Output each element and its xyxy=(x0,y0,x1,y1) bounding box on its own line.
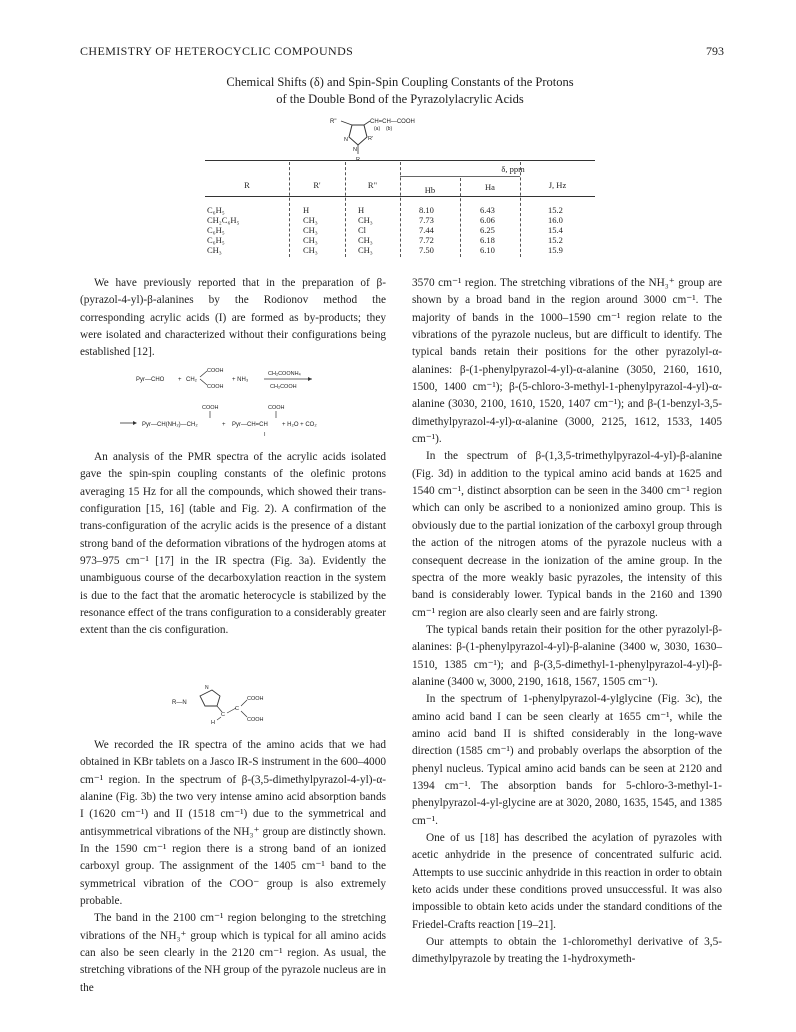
table-caption-line2: of the Double Bond of the Pyrazolylacrylic Acids xyxy=(276,92,524,106)
table-cell: 6.18 xyxy=(480,235,495,245)
table-cell: CH₃ xyxy=(303,225,318,235)
table-col-divider xyxy=(460,178,461,257)
scheme2-cooh1: COOH xyxy=(247,696,264,702)
paragraph: We have previously reported that in the preparation of β-(pyrazol-4-yl)-β-alanines by the Rodionov method the corresponding acrylic acids (I) are formed as by-products; they were isolated and characterized without their configurations being established [12]. xyxy=(80,277,386,359)
structure-chain: CH=CH—COOH xyxy=(370,119,415,125)
reaction-scheme xyxy=(80,363,400,438)
table-cell: H xyxy=(358,205,365,215)
left-column-top xyxy=(80,275,386,362)
scheme-cooh-up: COOH xyxy=(207,368,224,374)
arrowhead xyxy=(308,377,312,381)
paragraph: An analysis of the PMR spectra of the acrylic acids isolated gave the spin-spin coupling constants of the olefinic protons averaging 15 Hz for all the compounds, which showed their trans-configuration [15, 16] (table and Fig. 2). A confirmation of the trans-configuration of the acrylic acids is the presence of a distant strong band of the deformation vibrations of the hydrogen atoms at 973–975 cm⁻¹ [17] in the IR spectra (Fig. 3a). Evidently the unambiguous course of the decarboxylation reaction in the system is due to the fact that the aromatic heterocycle is stabilized by the resonance effect of the trans configuration to a considerably greater extent than the cis configuration. xyxy=(80,451,386,637)
chemical-shifts-table xyxy=(205,160,595,260)
structure-n2: N xyxy=(353,147,357,153)
table-cell: 7.50 xyxy=(419,245,434,255)
table-header-delta: δ, ppm xyxy=(501,164,525,174)
pyrazole-ring xyxy=(349,125,367,145)
table-cell: CH₃ xyxy=(303,245,318,255)
table-cell: C₆H₅ xyxy=(207,225,225,235)
table-col-r-prime xyxy=(303,205,318,255)
table-header-r-double-prime: R" xyxy=(367,180,378,190)
table-cell: 7.72 xyxy=(419,235,434,245)
scheme2-c2: C xyxy=(235,706,239,712)
structure-label-a: (a) xyxy=(374,126,381,132)
structure-label-b: (b) xyxy=(386,126,393,132)
structure-r-double-prime: R" xyxy=(330,119,337,125)
table-cell: H xyxy=(303,205,310,215)
scheme2-r: R—N xyxy=(172,700,187,706)
scheme-pyr-cho: Pyr—CHO xyxy=(136,377,165,383)
paragraph: The typical bands retain their position for the other pyrazolyl-β-alanines: β-(1-phenylpyrazol-4-yl)-β-alanine (3400 w, 3030, 1630–1510, 1385 cm⁻¹); and β-(3,5-dimethyl-1-phenylpyrazol-4-yl)-β-alanine (3400 w, 3000, 2190, 1618, 1567, 1505 cm⁻¹). xyxy=(412,623,722,688)
right-column xyxy=(412,275,722,969)
paragraph: In the spectrum of β-(1,3,5-trimethylpyrazol-4-yl)-β-alanine (Fig. 3d) in addition to the typical amino acid bands at 1625 and 1540 cm⁻¹, distinct absorption can be seen in the 3400 cm⁻¹ region which can only be ascribed to a nonionized amino group. This is obviously due to the partial ionization of the carboxyl group through the action of the nitrogen atoms of the pyrazole nucleus with a consequent decrease in the ionization of the amine group. In the spectra of the more weakly basic pyrazoles, the intensity of this band is considerably lower. Typical bands in the 2160 and 1390 cm⁻¹ region are also clearly seen and are fairly strong. xyxy=(412,450,722,619)
table-cell: CH₂C₆H₅ xyxy=(207,215,240,225)
scheme-cooh-b: COOH xyxy=(268,405,285,411)
table-cell: CH₃ xyxy=(358,215,373,225)
table-cell: Cl xyxy=(358,225,367,235)
scheme2-n: N xyxy=(205,685,209,691)
scheme-tail: + H₂O + CO₂ xyxy=(282,422,317,428)
table-col-r xyxy=(207,205,240,255)
table-cell: CH₃ xyxy=(303,235,318,245)
table-subheader-rule xyxy=(400,176,520,177)
paragraph: The band in the 2100 cm⁻¹ region belonging to the stretching vibrations of the NH₃⁺ group which is typical for all amino acids can also be seen clearly in the 2120 cm⁻¹ region. As usual, the stretching vibrations of the NH group of the pyrazole nucleus are in the xyxy=(80,912,386,994)
table-cell: 8.10 xyxy=(419,205,434,215)
paragraph: 3570 cm⁻¹ region. The stretching vibrations of the NH₃⁺ group are shown by a broad band in the region around 3000 cm⁻¹. The majority of bands in the 1000–1590 cm⁻¹ region relate to the vibrations of the pyrazole nucleus, but are difficult to identify. The typical bands retain their positions for the other pyrazolyl-α-alanines: β-(1-phenylpyrazol-4-yl)-α-alanine (3050, 2160, 1610, 1500, 1400 cm⁻¹); β-(5-chloro-3-methyl-1-phenylpyrazol-4-yl)-α-alanine (3030, 2100, 1610, 1520, 1407 cm⁻¹); and β-(1-benzyl-3,5-dimethylpyrazol-4-yl)-α-alanine (3000, 2125, 1612, 1533, 1405 cm⁻¹). xyxy=(412,277,722,446)
structure-n1: N xyxy=(344,137,348,143)
paragraph: Our attempts to obtain the 1-chloromethyl derivative of 3,5-dimethylpyrazole by treating the 1-hydroxymeth- xyxy=(412,936,722,966)
table-caption-line1: Chemical Shifts (δ) and Spin-Spin Coupling Constants of the Protons xyxy=(226,75,574,89)
bond-line xyxy=(200,379,207,385)
table-col-divider xyxy=(400,162,401,257)
table-cell: 15.2 xyxy=(548,235,563,245)
table-cell: CH₃ xyxy=(303,215,318,225)
table-top-rule xyxy=(205,160,595,161)
page-number: 793 xyxy=(706,44,724,58)
scheme-arrow-bottom: CH₂COOH xyxy=(270,384,297,390)
table-cell: C₆H₅ xyxy=(207,205,225,215)
table-cell: 7.44 xyxy=(419,225,434,235)
table-cell: CH₃ xyxy=(358,245,373,255)
scheme2-c1: C xyxy=(221,712,225,718)
bond-line xyxy=(341,121,352,125)
paragraph: In the spectrum of 1-phenylpyrazol-4-ylglycine (Fig. 3c), the amino acid band I can be seen clearly at 1655 cm⁻¹, while the amino acid band II is shifted considerably in the long-wave direction (1585 cm⁻¹) and probably overlaps the absorption of the phenyl nucleus. Typical amino acid bands can be seen at 2120 and 1394 cm⁻¹. The absorption bands for 5-chloro-3-methyl-1-phenylpyrazol-4-yl-glycine are at 3020, 2080, 1635, 1545, and 1385 cm⁻¹. xyxy=(412,693,722,827)
table-header-j: J, Hz xyxy=(548,180,567,190)
table-header-hb: Hb xyxy=(424,185,436,195)
trans-acrylic-acid-structure xyxy=(170,680,280,726)
table-cell: C₆H₅ xyxy=(207,235,225,245)
table-header-ha: Ha xyxy=(485,182,495,192)
scheme-plus2: + xyxy=(222,422,226,428)
scheme-plus: + xyxy=(178,377,182,383)
table-cell: 15.9 xyxy=(548,245,563,255)
table-col-j xyxy=(548,205,563,255)
bond-line xyxy=(200,371,207,377)
table-col-hb xyxy=(419,205,434,255)
paragraph: We recorded the IR spectra of the amino acids that we had obtained in KBr tablets on a Jasco IR-S instrument in the 600–4000 cm⁻¹ region. In the spectrum of β-(3,5-dimethylpyrazol-4-yl)-α-alanine (Fig. 3b) the two very intense amino acid absorption bands I (1620 cm⁻¹) and II (1518 cm⁻¹) due to the symmetrical and antisymmetrical vibrations of the NH₃⁺ group are distinctly shown. In the 1590 cm⁻¹ region there is a strong band of an ionized carboxyl group. The assignment of the 1405 cm⁻¹ band to the symmetrical vibration of the COO⁻ group is also extremely probable. xyxy=(80,739,386,908)
scheme2-cooh2: COOH xyxy=(247,717,264,723)
scheme-product2: Pyr—CH=CH xyxy=(232,422,268,428)
scheme-ch2: CH₂ xyxy=(186,377,197,383)
table-cell: CH₃ xyxy=(207,245,222,255)
scheme-cooh-a: COOH xyxy=(202,405,219,411)
running-title: CHEMISTRY OF HETEROCYCLIC COMPOUNDS xyxy=(80,44,354,58)
scheme-label-i: I xyxy=(264,432,266,438)
scheme2-h: H xyxy=(211,720,215,726)
table-cell: CH₃ xyxy=(358,235,373,245)
left-column-bottom xyxy=(80,737,386,997)
table-col-divider xyxy=(289,162,290,257)
table-cell: 15.4 xyxy=(548,225,563,235)
table-cell: 15.2 xyxy=(548,205,563,215)
table-cell: 6.10 xyxy=(480,245,495,255)
table-cell: 7.73 xyxy=(419,215,434,225)
left-column-middle xyxy=(80,449,386,640)
table-cell: 6.06 xyxy=(480,215,495,225)
table-cell: 6.43 xyxy=(480,205,495,215)
structure-r-prime: R' xyxy=(368,136,374,142)
table-col-divider xyxy=(345,162,346,257)
table-header-r: R xyxy=(244,180,250,190)
arrowhead xyxy=(133,421,137,425)
scheme-arrow-top: CH₂COONH₄ xyxy=(268,371,301,377)
bond-line xyxy=(217,717,221,720)
scheme-cooh-down: COOH xyxy=(207,384,224,390)
table-cell: 6.25 xyxy=(480,225,495,235)
paragraph: One of us [18] has described the acylation of pyrazoles with acetic anhydride in the presence of concentrated sulfuric acid. Attempts to use succinic anhydride in this reaction in order to obtain keto acids under these conditions proved unsuccessful. It was also impossible to obtain keto acids under the standard conditions of the Friedel-Crafts reaction [19–21]. xyxy=(412,832,722,931)
table-header-r-prime: R' xyxy=(313,180,321,190)
table-col-ha xyxy=(480,205,495,255)
table-col-divider xyxy=(520,162,521,257)
pyrazole-ring xyxy=(200,690,220,706)
scheme-product1: Pyr—CH(NH₂)—CH₂ xyxy=(142,422,198,428)
scheme-plus-nh3: + NH₃ xyxy=(232,377,249,383)
table-cell: 16.0 xyxy=(548,215,563,225)
table-col-r-double-prime xyxy=(358,205,373,255)
pyrazolylacrylic-acid-structure xyxy=(330,113,500,163)
